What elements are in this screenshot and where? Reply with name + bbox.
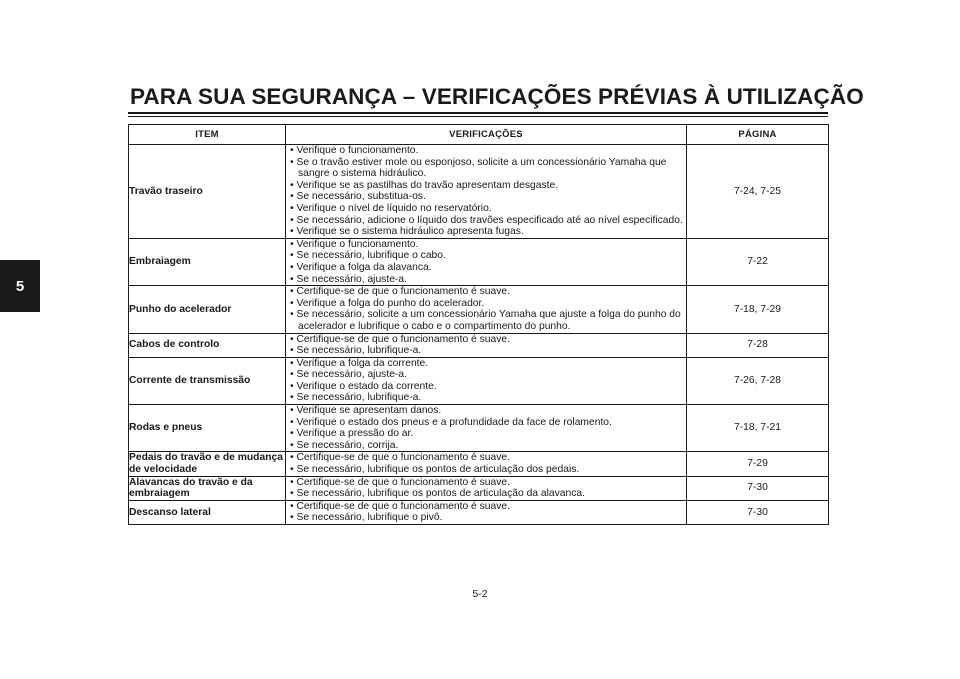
row-checks bbox=[286, 238, 687, 285]
table-row bbox=[129, 238, 829, 285]
check-item: • Verifique se apresentam danos. bbox=[286, 405, 686, 417]
checks-list bbox=[286, 334, 686, 357]
checks-list bbox=[286, 145, 686, 238]
check-item: • Verifique o estado da corrente. bbox=[286, 381, 686, 393]
row-checks bbox=[286, 333, 687, 357]
table-row bbox=[129, 405, 829, 452]
page-title: PARA SUA SEGURANÇA – VERIFICAÇÕES PRÉVIAS À UTILIZAÇÃO bbox=[130, 84, 864, 109]
check-item: • Se necessário, corrija. bbox=[286, 440, 686, 452]
row-item-name: Rodas e pneus bbox=[129, 405, 286, 452]
row-page-ref: 7-18, 7-29 bbox=[687, 286, 829, 333]
page-number: 5-2 bbox=[472, 588, 488, 600]
check-item: • Certifique-se de que o funcionamento é suave. bbox=[286, 501, 686, 513]
table-row bbox=[129, 145, 829, 239]
check-item: • Verifique se as pastilhas do travão apresentam desgaste. bbox=[286, 180, 686, 192]
row-checks bbox=[286, 452, 687, 476]
row-checks bbox=[286, 286, 687, 333]
check-item: • Verifique a pressão do ar. bbox=[286, 428, 686, 440]
row-item-name: Punho do acelerador bbox=[129, 286, 286, 333]
row-item-name: Cabos de controlo bbox=[129, 333, 286, 357]
check-item: • Se necessário, solicite a um concessionário Yamaha que ajuste a folga do punho do acelerador e lubrifique o cabo e o compartimento do punho. bbox=[286, 309, 686, 332]
check-item: • Verifique o funcionamento. bbox=[286, 239, 686, 251]
check-item: • Certifique-se de que o funcionamento é suave. bbox=[286, 286, 686, 298]
row-item-name: Embraiagem bbox=[129, 238, 286, 285]
check-item: • Se necessário, lubrifique-a. bbox=[286, 345, 686, 357]
header-item: ITEM bbox=[129, 125, 286, 145]
table-row bbox=[129, 452, 829, 476]
table-header-row bbox=[129, 125, 829, 145]
check-item: • Certifique-se de que o funcionamento é suave. bbox=[286, 477, 686, 489]
check-item: • Verifique a folga do punho do acelerador. bbox=[286, 298, 686, 310]
table-row bbox=[129, 286, 829, 333]
title-underline bbox=[128, 112, 828, 114]
check-item: • Se necessário, lubrifique os pontos de articulação dos pedais. bbox=[286, 464, 686, 476]
row-page-ref: 7-28 bbox=[687, 333, 829, 357]
row-page-ref: 7-26, 7-28 bbox=[687, 357, 829, 404]
row-item-name: Descanso lateral bbox=[129, 500, 286, 524]
row-page-ref: 7-30 bbox=[687, 500, 829, 524]
check-item: • Verifique o nível de líquido no reservatório. bbox=[286, 203, 686, 215]
table-row bbox=[129, 476, 829, 500]
row-page-ref: 7-18, 7-21 bbox=[687, 405, 829, 452]
check-item: • Se necessário, lubrifique o cabo. bbox=[286, 250, 686, 262]
check-item: • Verifique o estado dos pneus e a profundidade da face de rolamento. bbox=[286, 417, 686, 429]
row-checks bbox=[286, 500, 687, 524]
check-item: • Se necessário, lubrifique os pontos de articulação da alavanca. bbox=[286, 488, 686, 500]
checks-list bbox=[286, 358, 686, 404]
check-item: • Verifique o funcionamento. bbox=[286, 145, 686, 157]
header-checks: VERIFICAÇÕES bbox=[286, 125, 687, 145]
row-checks bbox=[286, 476, 687, 500]
row-item-name: Pedais do travão e de mudança de velocidade bbox=[129, 452, 286, 476]
table-row bbox=[129, 357, 829, 404]
checks-list bbox=[286, 452, 686, 475]
check-item: • Se necessário, ajuste-a. bbox=[286, 369, 686, 381]
row-checks bbox=[286, 145, 687, 239]
check-item: • Certifique-se de que o funcionamento é suave. bbox=[286, 334, 686, 346]
check-item: • Verifique a folga da alavanca. bbox=[286, 262, 686, 274]
table-row bbox=[129, 333, 829, 357]
check-item: • Certifique-se de que o funcionamento é suave. bbox=[286, 452, 686, 464]
checks-list bbox=[286, 239, 686, 285]
check-item: • Se necessário, ajuste-a. bbox=[286, 274, 686, 286]
row-checks bbox=[286, 405, 687, 452]
checks-list bbox=[286, 477, 686, 500]
check-item: • Se necessário, adicione o líquido dos travões especificado até ao nível especificado. bbox=[286, 215, 686, 227]
check-item: • Se necessário, lubrifique-a. bbox=[286, 392, 686, 404]
row-checks bbox=[286, 357, 687, 404]
check-item: • Se o travão estiver mole ou esponjoso, solicite a um concessionário Yamaha que sangre o sistema hidráulico. bbox=[286, 157, 686, 180]
table-row bbox=[129, 500, 829, 524]
checks-list bbox=[286, 405, 686, 451]
checks-list bbox=[286, 286, 686, 332]
check-item: • Verifique se o sistema hidráulico apresenta fugas. bbox=[286, 226, 686, 238]
table-body bbox=[129, 145, 829, 525]
row-item-name: Corrente de transmissão bbox=[129, 357, 286, 404]
chapter-tab: 5 bbox=[0, 260, 40, 312]
row-page-ref: 7-29 bbox=[687, 452, 829, 476]
row-item-name: Alavancas do travão e da embraiagem bbox=[129, 476, 286, 500]
row-page-ref: 7-22 bbox=[687, 238, 829, 285]
check-item: • Verifique a folga da corrente. bbox=[286, 358, 686, 370]
row-item-name: Travão traseiro bbox=[129, 145, 286, 239]
check-item: • Se necessário, substitua-os. bbox=[286, 191, 686, 203]
title-underline-thin bbox=[128, 116, 828, 117]
inspection-table bbox=[128, 124, 829, 525]
check-item: • Se necessário, lubrifique o pivô. bbox=[286, 512, 686, 524]
row-page-ref: 7-30 bbox=[687, 476, 829, 500]
checks-list bbox=[286, 501, 686, 524]
row-page-ref: 7-24, 7-25 bbox=[687, 145, 829, 239]
header-page: PÁGINA bbox=[687, 125, 829, 145]
